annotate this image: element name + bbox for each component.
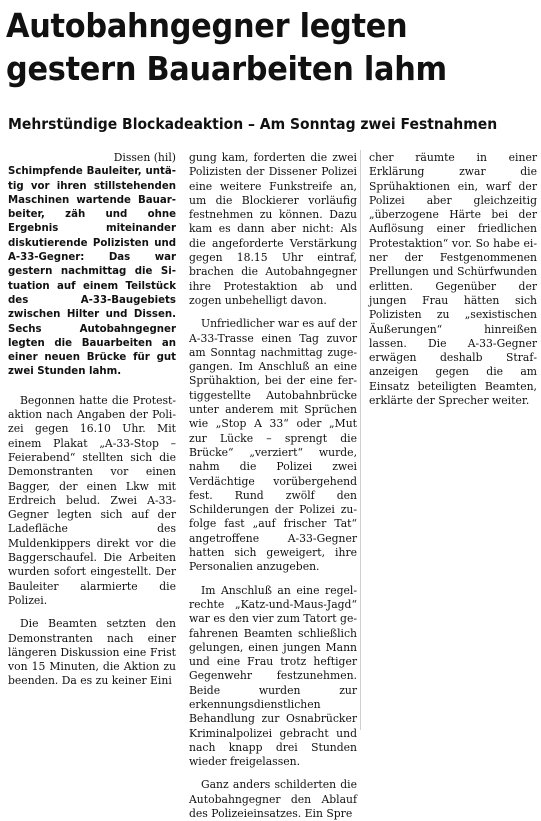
headline-line-2: gestern Bauarbeiten lahm	[6, 49, 447, 88]
body-paragraph: gung kam, forderten die zwei Polizisten der Dissener Polizei eine weitere Funkstreife an, um die Blockierer vorläufig festnehmen zu können. Dazu kam es dann aber nicht: Als die angeforderte Verstärkung gegen 18.15 Uhr eintraf, brachen die Autobahngegner ihre Protestaktion ab und zogen unbehelligt davon.	[189, 151, 357, 307]
headline-line-1: Autobahngegner legten	[6, 6, 408, 45]
lead-paragraph: Schimpfende Bauleiter, untätig vor ihren stillstehenden Maschinen wartende Bauarbeiter, zäh und ohne Ergebnis miteinander diskutierende Polizisten und A-33-Gegner: Das war gestern nachmittag die Situation auf einem Teilstück des A-33-Baugebiets zwischen Hilter und Dissen. Sechs Autobahngegner legten die Bauarbeiten an einer neuen Brücke für gut zwei Stunden lahm.	[8, 166, 176, 378]
body-paragraph: cher räumte in einer Erklärung zwar die Sprühaktionen ein, warf der Polizei aber gleichzeitig „überzogene Härte bei der Auflösung einer friedlichen Protestaktion“ vor. So habe einer der Festgenommenen Prellungen und Schürfwunden erlitten. Gegenüber der jungen Frau hätten sich Polizisten zu „sexistischen Äußerungen“ hinreißen lassen. Die A-33-Gegner erwägen deshalb Strafanzeigen gegen die am Einsatz beteiligten Beamten, erklärte der Sprecher weiter.	[369, 151, 537, 408]
subheadline: Mehrstündige Blockadeaktion – Am Sonntag zwei Festnahmen	[8, 115, 498, 133]
body-paragraph: Ganz anders schilderten die Autobahngegner den Ablauf des Polizeieinsatzes. Ein Spre	[189, 778, 357, 821]
body-paragraph: Unfriedlicher war es auf der A-33-Trasse einen Tag zuvor am Sonntag nachmittag zugegangen. Im Anschluß an eine Sprühaktion, bei der eine fertiggestellte Autobahnbrücke unter anderem mit Sprüchen wie „Stop A 33“ oder „Mut zur Lücke – sprengt die Brücke“ „verziert“ wurde, nahm die Polizei zwei Verdächtige vorübergehend fest. Rund zwölf den Schilderungen der Polizei zufolge fast „auf frischer Tat“ angetroffene A-33-Gegner hatten sich geweigert, ihre Personalien anzugeben.	[189, 317, 357, 574]
headline	[6, 4, 494, 90]
body-paragraph: Die Beamten setzten den Demonstranten nach einer längeren Diskussion eine Frist von 15 Minuten, die Aktion zu beenden. Da es zu keiner Eini	[8, 617, 176, 688]
column-divider	[360, 150, 361, 730]
column-1	[8, 151, 176, 689]
body-paragraph: Begonnen hatte die Protestaktion nach Angaben der Polizei gegen 16.10 Uhr. Mit einem Plakat „A-33-Stop – Feierabend“ stellten sich die Demonstranten vor einen Bagger, der einen Lkw mit Erdreich belud. Zwei A-33-Gegner legten sich auf der Ladefläche des Muldenkippers direkt vor die Baggerschaufel. Die Arbeiten wurden sofort eingestellt. Der Bauleiter alarmierte die Polizei.	[8, 393, 176, 607]
column-2	[189, 151, 357, 821]
dateline: Dissen (hil)	[113, 151, 176, 164]
column-3	[369, 151, 537, 408]
body-paragraph: Im Anschluß an eine regelrechte „Katz-und-Maus-Jagd“ war es den vier zum Tatort gefahrenen Beamten schließlich gelungen, einen jungen Mann und eine Frau trotz heftiger Gegenwehr festzunehmen. Beide wurden zur erkennungsdienstlichen Behandlung zur Osnabrücker Kriminalpolizei gebracht und nach knapp drei Stunden wieder freigelassen.	[189, 583, 357, 769]
